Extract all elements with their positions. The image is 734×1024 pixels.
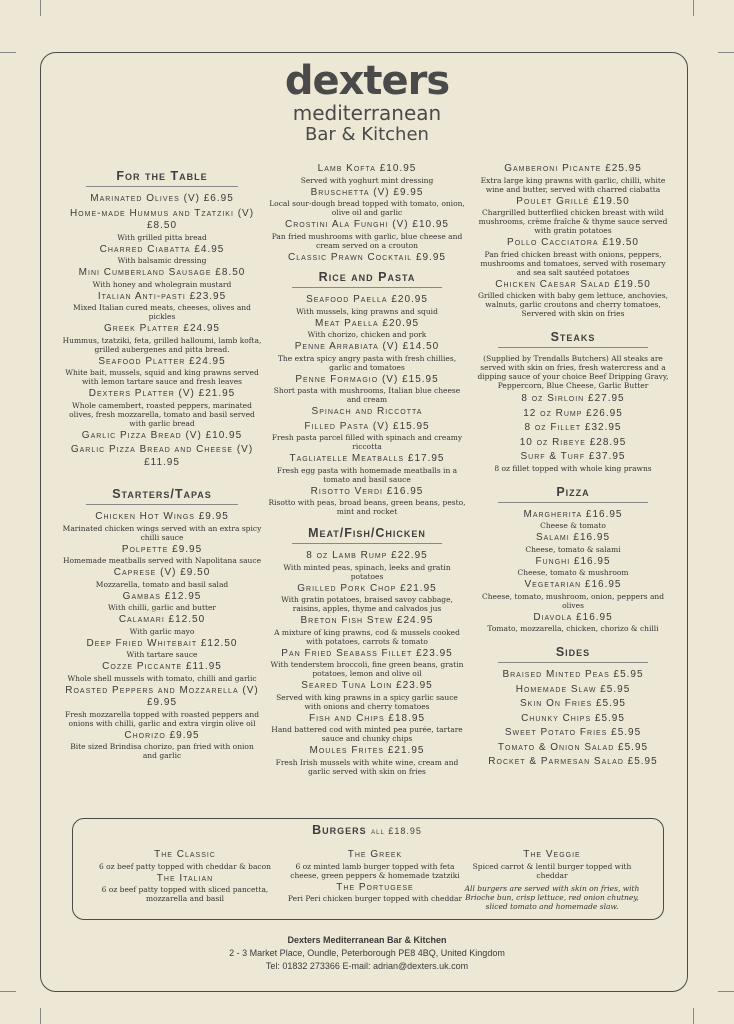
menu-item-name: Homemade Slaw £5.95	[515, 683, 631, 695]
menu-item-desc: Peri Peri chicken burger topped with cheddar	[287, 894, 463, 903]
menu-item-desc: Hummus, tzatziki, feta, grilled halloumi, lamb kofta, grilled aubergenes and pitta bread.	[62, 335, 262, 354]
burger-price-all: all £18.95	[371, 826, 422, 836]
section-title-sides: Sides	[498, 645, 648, 663]
starters-list	[62, 511, 262, 760]
menu-item	[62, 685, 262, 728]
menu-item-name: Funghi £16.95	[535, 555, 611, 567]
menu-item-name: The Greek	[347, 849, 403, 860]
menu-item-name: Home-made Hummus and Tzatziki (V) £8.50	[69, 207, 255, 231]
menu-item-desc: Risotto with peas, broad beans, green beans, pesto, mint and rocket	[268, 498, 466, 516]
menu-item-desc: Whole camembert, roasted peppers, marinated olives, fresh mozzarella, tomato and basil served with garlic bread	[69, 400, 255, 428]
menu-item	[474, 727, 672, 740]
menu-item-name: Dexters Platter (V) £21.95	[88, 388, 236, 399]
menu-item-desc: Served with yoghurt mint dressing	[300, 175, 434, 185]
menu-item-name: Greek Platter £24.95	[104, 323, 220, 334]
menu-item-name: Seared Tuna Loin £23.95	[301, 680, 433, 691]
col3-top-list	[474, 163, 672, 318]
menu-item-desc: With balsamic dressing	[117, 256, 207, 265]
menu-item-name: The Portugese	[336, 881, 414, 893]
menu-item-name: The Veggie	[523, 849, 581, 860]
menu-item	[62, 291, 262, 322]
burger-col-2	[280, 849, 470, 905]
menu-item-name: 8 oz Sirloin £27.95	[521, 393, 625, 404]
menu-item-desc: 6 oz beef patty topped with sliced pancetta, mozzarella and basil	[101, 885, 269, 903]
menu-item-name: Moules Frites £21.95	[309, 745, 425, 756]
menu-item	[268, 318, 466, 340]
menu-item-name: Gamberoni Picante £25.95	[504, 163, 642, 174]
menu-item	[474, 237, 672, 277]
menu-item-desc: Homemade meatballs served with Napolitana sauce	[62, 556, 262, 565]
menu-item-desc: Mozzarella, tomato and basil salad	[95, 579, 229, 589]
menu-item-desc: With tartare sauce	[126, 650, 198, 659]
menu-item	[462, 849, 642, 880]
menu-item	[280, 849, 470, 880]
menu-item-name: Vegetarian £16.95	[524, 579, 622, 590]
menu-item-name: 10 oz Ribeye £28.95	[519, 436, 627, 448]
brand-name: dexters	[284, 58, 450, 104]
menu-item	[268, 163, 466, 185]
menu-item	[90, 849, 280, 871]
menu-item-name: Seafood Paella £20.95	[306, 294, 428, 305]
menu-item	[474, 556, 672, 578]
brand-logo	[0, 58, 734, 146]
menu-item-name: Mini Cumberland Sausage £8.50	[78, 267, 246, 278]
menu-item	[268, 219, 466, 250]
burger-title-text: Burgers	[312, 823, 367, 837]
menu-item-name: Grilled Pork Chop £21.95	[297, 582, 437, 594]
burger-note: All burgers are served with skin on fries, with Brioche bun, crisp lettuce, red onion chutney, sliced tomato and homemade slaw.	[464, 883, 640, 911]
menu-item	[474, 756, 672, 769]
menu-item-desc: With chorizo, chicken and pork	[307, 330, 427, 339]
footer-contact: Tel: 01832 273366 E-mail: adrian@dexters.uk.com	[265, 961, 469, 971]
menu-item	[474, 532, 672, 554]
menu-item-name: Braised Minted Peas £5.95	[502, 669, 644, 680]
menu-item	[268, 486, 466, 517]
menu-item	[62, 356, 262, 387]
menu-item-desc: Cheese, tomato & mushroom	[517, 568, 629, 577]
menu-item	[62, 444, 262, 469]
menu-item	[62, 244, 262, 266]
menu-item-name: Pan Fried Seabass Fillet £23.95	[281, 647, 453, 659]
menu-item	[474, 669, 672, 682]
menu-item	[268, 374, 466, 405]
menu-item-name: Chunky Chips £5.95	[521, 712, 625, 724]
menu-item	[62, 661, 262, 683]
menu-item	[474, 698, 672, 711]
menu-item-desc: With mussels, king prawns and squid	[296, 306, 438, 316]
menu-item-desc: With minted peas, spinach, leeks and gratin potatoes	[283, 562, 451, 581]
menu-item	[62, 208, 262, 242]
menu-item-name: Tomato & Onion Salad £5.95	[497, 741, 649, 753]
menu-item-name: Poulet Grillé £19.50	[516, 195, 630, 207]
menu-item-name: Risotto Verdi £16.95	[310, 485, 424, 497]
menu-item	[474, 612, 672, 634]
menu-item-name: Breton Fish Stew £24.95	[300, 615, 434, 626]
menu-item-desc: With chilli, garlic and butter	[107, 603, 216, 612]
menu-item-name: Chicken Caesar Salad £19.50	[495, 278, 651, 290]
section-title-table: For the Table	[86, 169, 238, 187]
menu-item-desc: Grilled chicken with baby gem lettuce, anchovies, walnuts, garlic croutons and cherry tomatoes, Servered with skin on fries	[478, 291, 668, 318]
menu-item	[268, 406, 466, 419]
menu-item-desc: Fresh Irish mussels with white wine, cream and garlic served with skin on fries	[275, 757, 459, 776]
menu-item	[474, 742, 672, 755]
menu-item-desc: Local sour-dough bread topped with tomato, onion, olive oil and garlic	[269, 199, 465, 217]
brand-sub2: Bar & Kitchen	[305, 124, 429, 145]
menu-item-name: Penne Formagio (V) £15.95	[295, 373, 439, 385]
column-2	[268, 163, 466, 778]
menu-item-desc: Served with king prawns in a spicy garlic sauce with onions and cherry tomatoes	[276, 692, 458, 711]
menu-item	[268, 648, 466, 679]
menu-item	[268, 341, 466, 372]
menu-item-desc: Bite sized Brindisa chorizo, pan fried with onion and garlic	[70, 742, 254, 760]
menu-item	[268, 550, 466, 581]
menu-item-name: Spinach and Riccotta	[311, 406, 423, 417]
footer-address: 2 - 3 Market Place, Oundle, Peterborough PE8 4BQ, United Kingdom	[229, 948, 505, 958]
column-3	[474, 163, 672, 771]
section-title-pizza: Pizza	[498, 485, 648, 503]
menu-item	[62, 388, 262, 428]
section-title-steaks: Steaks	[498, 330, 648, 348]
menu-item	[474, 196, 672, 236]
menu-item-name: Classic Prawn Cocktail £9.95	[288, 251, 446, 263]
burger-col-1	[90, 849, 280, 905]
menu-item-desc: With grilled pitta bread	[117, 232, 207, 242]
footer	[0, 934, 734, 973]
steaks-list	[474, 393, 672, 473]
menu-item-desc: Short pasta with mushrooms, Italian blue cheese and cream	[273, 386, 461, 404]
brand-sub1: mediterranean	[292, 101, 442, 125]
menu-item-name: 8 oz Fillet £32.95	[524, 422, 622, 433]
menu-item	[268, 294, 466, 316]
menu-item	[474, 437, 672, 450]
menu-item-desc: Pan fried chicken breast with onions, peppers, mushrooms and tomatoes, served with rosemary and sea salt sautéed potatoes	[480, 249, 666, 277]
menu-item-name: Salami £16.95	[535, 532, 611, 543]
menu-item-name: Italian Anti-pasti £23.95	[97, 290, 227, 302]
menu-item	[268, 615, 466, 646]
menu-item-desc: Hand battered cod with minted pea purée, tartare sauce and chunky chips	[271, 725, 463, 743]
menu-item-name: Gambas £12.95	[122, 590, 202, 602]
menu-item-name: Deep Fried Whitebait £12.50	[86, 637, 238, 649]
burger-col-3	[462, 849, 642, 911]
menu-item-name: Cozze Piccante £11.95	[102, 661, 222, 672]
menu-item-name: The Italian	[156, 872, 214, 884]
menu-item-name: Charred Ciabatta £4.95	[99, 243, 225, 255]
menu-item	[280, 882, 470, 904]
menu-item-name: Pollo Cacciatora £19.50	[507, 237, 639, 248]
section-title-meat: Meat/Fish/Chicken	[292, 526, 442, 544]
rice-list	[268, 294, 466, 516]
menu-item-name: The Classic	[154, 849, 216, 860]
menu-item	[62, 430, 262, 443]
col2-top-list	[268, 163, 466, 264]
menu-item	[62, 267, 262, 289]
column-1	[62, 163, 262, 762]
menu-item-desc: A mixture of king prawns, cod & mussels cooked with potatoes, carrots & tomato	[274, 627, 460, 646]
menu-item	[268, 583, 466, 614]
menu-item-desc: Marinated chicken wings served with an extra spicy chilli sauce	[62, 523, 262, 542]
menu-item	[474, 163, 672, 194]
menu-item	[90, 873, 280, 904]
menu-item-desc: 6 oz minted lamb burger topped with feta cheese, green peppers & homemade tzatziki	[290, 861, 460, 880]
menu-item-name: Fish and Chips £18.95	[308, 712, 426, 724]
menu-item-desc: The extra spicy angry pasta with fresh chillies, garlic and tomatoes	[277, 353, 457, 372]
menu-item-desc: Chargrilled butterflied chicken breast with wild mushrooms, crème fraîche & thyme sauce served with gratin potatoes	[478, 208, 668, 235]
menu-item-name: 8 oz Lamb Rump £22.95	[306, 550, 428, 561]
menu-item	[268, 252, 466, 265]
menu-item	[474, 422, 672, 435]
pizza-list	[474, 509, 672, 634]
menu-item	[62, 567, 262, 589]
menu-item-desc: Spiced carrot & lentil burger topped with cheddar	[472, 861, 632, 880]
menu-item	[268, 680, 466, 711]
burger-title	[0, 823, 734, 837]
menu-item-desc: Cheese, tomato, mushroom, onion, peppers and olives	[481, 591, 665, 610]
menu-item-name: Polpette £9.95	[121, 543, 203, 555]
menu-item-name: Filled Pasta (V) £15.95	[304, 420, 430, 432]
menu-item-desc: Cheese & tomato	[540, 521, 606, 530]
menu-item-name: Sweet Potato Fries £5.95	[504, 727, 642, 738]
menu-item-desc: Fresh mozzarella topped with roasted peppers and onions with chilli, garlic and extra virgin olive oil	[64, 709, 260, 728]
menu-item-name: Skin On Fries £5.95	[520, 698, 626, 709]
menu-item-name: Margherita £16.95	[523, 508, 623, 520]
menu-item-name: Lamb Kofta £10.95	[317, 163, 417, 174]
menu-item-name: Surf & Turf £37.95	[520, 451, 626, 462]
menu-item	[474, 713, 672, 726]
menu-item-desc: Mixed Italian cured meats, cheeses, olives and pickles	[73, 303, 251, 321]
menu-item-name: Crostini Ala Funghi (V) £10.95	[285, 219, 449, 230]
menu-item-desc: 6 oz beef patty topped with cheddar & bacon	[99, 861, 271, 871]
menu-item	[62, 591, 262, 613]
menu-item	[62, 544, 262, 566]
menu-item-desc: Fresh pasta parcel filled with spinach and creamy riccotta	[271, 433, 463, 451]
menu-item	[62, 511, 262, 542]
menu-item	[474, 509, 672, 531]
menu-item	[474, 579, 672, 610]
menu-item-desc: Fresh egg pasta with homemade meatballs in a tomato and basil sauce	[276, 465, 458, 484]
menu-item-desc: Whole shell mussels with tomato, chilli and garlic	[67, 673, 257, 683]
menu-item	[268, 187, 466, 218]
meat-list	[268, 550, 466, 776]
menu-item-desc: With honey and wholegrain mustard	[92, 279, 232, 289]
menu-item-name: Penne Arrabiata (V) £14.50	[294, 341, 440, 352]
menu-item-desc: Extra large king prawns with garlic, chilli, white wine and butter, served with charred ciabatta	[480, 175, 666, 194]
menu-item-name: Chicken Hot Wings £9.95	[95, 511, 229, 522]
menu-item-desc: Cheese, tomato & salami	[525, 544, 621, 554]
footer-name: Dexters Mediterranean Bar & Kitchen	[287, 935, 447, 945]
menu-item-desc: With tenderstem broccoli, fine green beans, gratin potatoes, lemon and olive oil	[270, 660, 464, 678]
menu-item	[268, 453, 466, 484]
menu-item-name: Tagliatelle Meatballs £17.95	[289, 453, 445, 464]
menu-item	[62, 193, 262, 206]
menu-item	[474, 408, 672, 421]
menu-item	[62, 614, 262, 636]
menu-item-desc: Pan fried mushrooms with garlic, blue cheese and cream served on a crouton	[271, 231, 463, 250]
menu-item-name: Marinated Olives (V) £6.95	[90, 193, 234, 204]
menu-item-name: 12 oz Rump £26.95	[523, 407, 623, 419]
menu-item	[474, 684, 672, 697]
menu-item-name: Rocket & Parmesan Salad £5.95	[488, 756, 658, 767]
sides-list	[474, 669, 672, 769]
table-list	[62, 193, 262, 469]
menu-item-name: Roasted Peppers and Mozzarella (V) £9.95	[65, 684, 259, 708]
menu-item	[62, 638, 262, 660]
steaks-note: (Supplied by Trendalls Butchers) All steaks are served with skin on fries, fresh watercress and a dipping sauce of your choice Beef Dripping Gravy, Peppercorn, Blue Cheese, Garlic Butter	[477, 354, 669, 390]
menu-item-name: Caprese (V) £9.50	[113, 567, 211, 578]
section-title-starters: Starters/Tapas	[86, 487, 238, 505]
menu-item-name: Calamari £12.50	[118, 614, 206, 625]
menu-item-desc: 8 oz fillet topped with whole king prawns	[494, 463, 652, 473]
menu-item	[474, 279, 672, 319]
menu-item-desc: Tomato, mozzarella, chicken, chorizo & chilli	[487, 624, 659, 633]
menu-item	[62, 323, 262, 354]
menu-item-name: Chorizo £9.95	[124, 729, 200, 741]
menu-item	[474, 393, 672, 406]
menu-item-name: Meat Paella £20.95	[314, 317, 420, 329]
burger-col-3-list	[462, 849, 642, 880]
menu-item	[62, 730, 262, 761]
menu-item	[268, 713, 466, 744]
section-title-rice: Rice and Pasta	[292, 270, 442, 288]
menu-item-name: Diavola £16.95	[533, 611, 613, 623]
menu-item-desc: With garlic mayo	[129, 626, 195, 636]
menu-item-desc: With gratin potatoes, braised savoy cabbage, raisins, apples, thyme and calvados jus	[281, 595, 453, 613]
menu-item-desc: White bait, mussels, squid and king prawns served with lemon tartare sauce and fresh leaves	[65, 368, 259, 386]
menu-item	[268, 421, 466, 452]
menu-item-name: Garlic Pizza Bread and Cheese (V) £11.95	[70, 444, 254, 468]
menu-item-name: Seafood Platter £24.95	[98, 355, 226, 367]
menu-item	[268, 745, 466, 776]
menu-item	[474, 451, 672, 473]
menu-item-name: Garlic Pizza Bread (V) £10.95	[81, 429, 243, 441]
menu-item-name: Bruschetta (V) £9.95	[310, 186, 424, 198]
